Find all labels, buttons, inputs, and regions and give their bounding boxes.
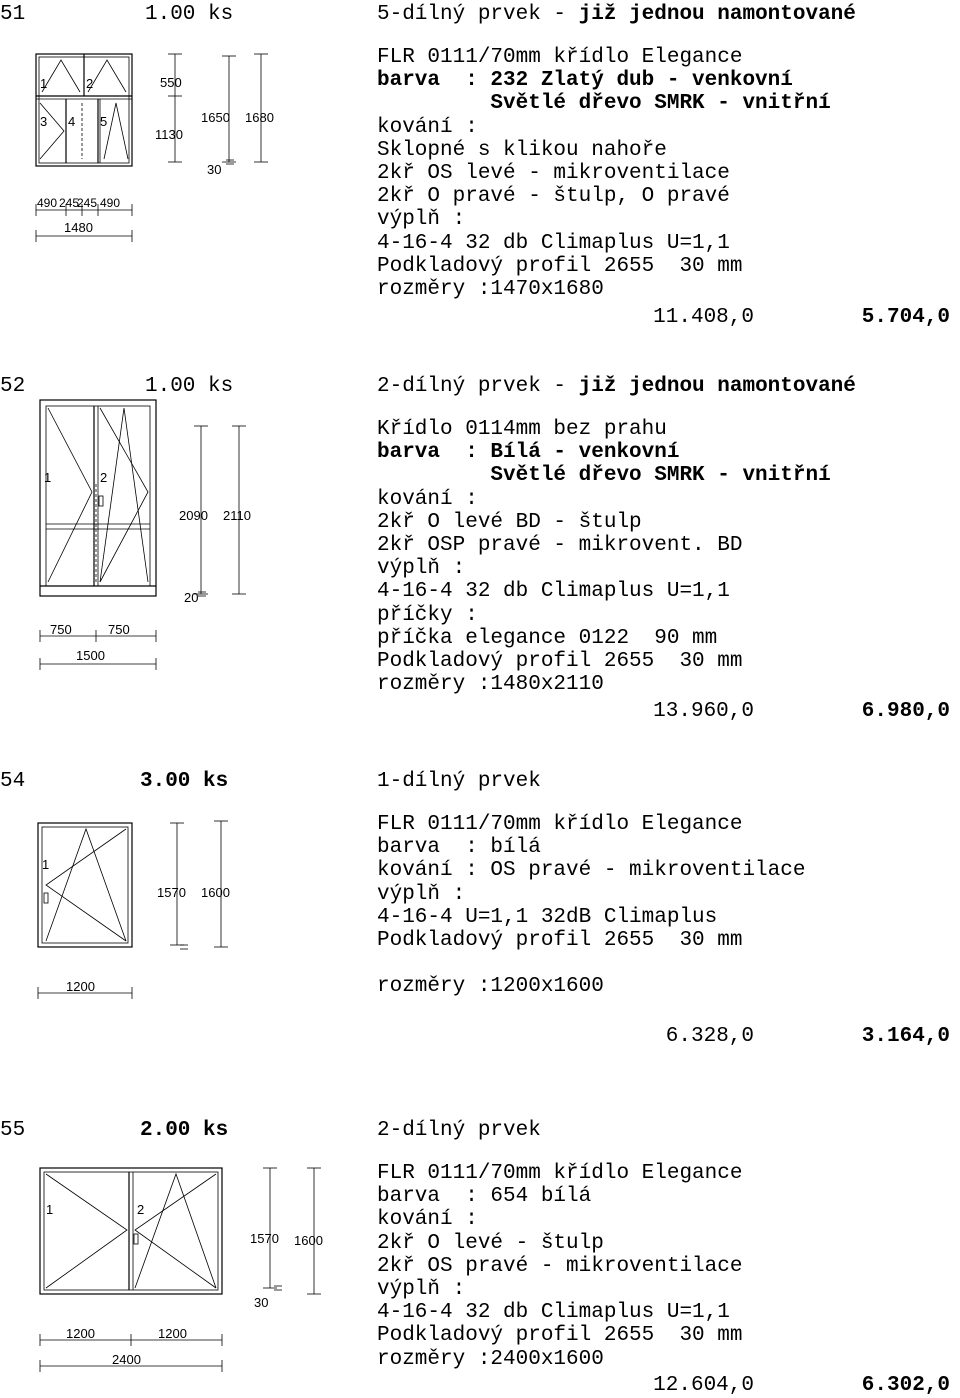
dimension-label: 750 <box>108 622 130 637</box>
dimension-label: 1570 <box>250 1231 279 1246</box>
opening-mark <box>40 103 64 159</box>
spec-line: FLR 0111/70mm křídlo Elegance <box>377 813 743 836</box>
price-total: 6.302,0 <box>861 1374 950 1397</box>
spec-line: kování : OS pravé - mikroventilace <box>377 859 806 883</box>
window-drawing <box>0 374 300 674</box>
spec-line: rozměry :1200x1600 <box>377 975 604 999</box>
item-title: 2-dílný prvek - již jednou namontované <box>377 375 856 398</box>
dimension-label: 1480 <box>64 220 93 235</box>
opening-mark <box>100 408 148 582</box>
spec-line: Světlé dřevo SMRK - vnitřní <box>377 464 831 488</box>
dimension-label: 490 <box>100 196 121 210</box>
window-frame-inner <box>44 1172 218 1290</box>
opening-mark <box>135 1174 216 1288</box>
tilt-mark <box>42 60 80 92</box>
spec-line: Sklopné s klikou nahoře <box>377 138 667 162</box>
spec-line: Podkladový profil 2655 30 mm <box>377 254 743 278</box>
spec-line: kování : <box>377 487 478 511</box>
item-title: 1-dílný prvek <box>377 770 541 793</box>
spec-line: rozměry :1470x1680 <box>377 277 604 301</box>
spec-line: barva : 654 bílá <box>377 1185 592 1209</box>
dimension-label: 550 <box>160 75 182 90</box>
price-unit: 6.328,0 <box>665 1025 754 1048</box>
handle-icon <box>134 1234 138 1244</box>
item-number: 51 <box>0 3 26 26</box>
dimension-label: 1600 <box>294 1233 323 1248</box>
dimension-label: 245 <box>77 196 98 210</box>
dimension-label: 30 <box>254 1295 269 1310</box>
dimension-label: 750 <box>50 622 72 637</box>
dimension-label: 1200 <box>66 1326 95 1341</box>
item-quantity: 2.00 ks <box>140 1119 229 1142</box>
window-drawing <box>0 2 300 262</box>
sash-label: 4 <box>68 114 76 129</box>
item-title: 5-dílný prvek - již jednou namontované <box>377 3 856 26</box>
spec-line: výplň : <box>377 1277 466 1301</box>
spec-line: 2kř OS levé - mikroventilace <box>377 161 730 185</box>
dimension-label: 490 <box>37 196 58 210</box>
tilt-mark <box>88 60 126 92</box>
spec-line: příčky : <box>377 603 478 627</box>
dimension-label: 2110 <box>223 508 251 523</box>
opening-mark <box>46 829 126 941</box>
window-frame <box>38 823 132 947</box>
sash-label: 5 <box>100 114 108 129</box>
spec-line: 4-16-4 32 db Climaplus U=1,1 <box>377 231 730 255</box>
price-total: 3.164,0 <box>861 1025 950 1048</box>
price-total: 6.980,0 <box>861 700 950 723</box>
item-number: 55 <box>0 1119 26 1142</box>
opening-mark <box>46 1174 127 1288</box>
dimension-label: 1200 <box>158 1326 187 1341</box>
spec-line: 2kř O levé BD - štulp <box>377 510 642 534</box>
sash-label: 1 <box>42 857 50 872</box>
spec-line: 2kř OS pravé - mikroventilace <box>377 1254 743 1278</box>
opening-mark <box>48 408 92 582</box>
spec-line: kování : <box>377 115 478 139</box>
item-quantity: 1.00 ks <box>145 3 234 26</box>
spec-line: barva : Bílá - venkovní <box>377 441 680 465</box>
spec-line: výplň : <box>377 557 466 581</box>
spec-line: Světlé dřevo SMRK - vnitřní <box>377 92 831 116</box>
dimension-label: 1130 <box>155 127 183 142</box>
spec-line: 2kř O levé - štulp <box>377 1231 604 1255</box>
spec-line: výplň : <box>377 208 466 232</box>
spec-line: barva : 232 Zlatý dub - venkovní <box>377 69 793 93</box>
item-number: 52 <box>0 375 26 398</box>
item-spec-lines <box>377 813 805 999</box>
handle-icon <box>44 893 48 903</box>
spec-line: příčka elegance 0122 90 mm <box>377 626 718 650</box>
sash-label: 2 <box>137 1202 145 1217</box>
spec-line: Křídlo 0114mm bez prahu <box>377 418 667 441</box>
item-title: 2-dílný prvek <box>377 1119 541 1142</box>
dimension-label: 1650 <box>201 110 230 125</box>
item-quantity: 3.00 ks <box>140 770 229 793</box>
spec-line: kování : <box>377 1208 478 1232</box>
spec-line: Podkladový profil 2655 30 mm <box>377 1324 743 1348</box>
spec-line: FLR 0111/70mm křídlo Elegance <box>377 46 743 69</box>
spec-line: rozměry :2400x1600 <box>377 1347 604 1371</box>
sash-label: 1 <box>40 76 48 91</box>
opening-mark <box>100 408 148 582</box>
sash-label: 1 <box>46 1202 54 1217</box>
sash-label: 2 <box>100 470 108 485</box>
dimension-label: 20 <box>184 590 199 605</box>
price-unit: 11.408,0 <box>653 306 754 329</box>
sash-label: 1 <box>44 470 52 485</box>
spec-line <box>377 952 805 975</box>
spec-line: FLR 0111/70mm křídlo Elegance <box>377 1162 743 1185</box>
item-spec-lines <box>377 46 831 301</box>
price-total: 5.704,0 <box>861 306 950 329</box>
opening-mark <box>135 1174 216 1288</box>
dimension-label: 1500 <box>76 648 105 663</box>
price-unit: 13.960,0 <box>653 700 754 723</box>
dimension-label: 30 <box>207 162 222 177</box>
spec-line: barva : bílá <box>377 836 541 860</box>
dimension-label: 2400 <box>112 1352 141 1367</box>
dimension-label: 2090 <box>179 508 208 523</box>
item-spec-lines <box>377 418 831 696</box>
opening-mark <box>104 103 128 159</box>
item-number: 54 <box>0 770 26 793</box>
spec-line: výplň : <box>377 882 466 906</box>
price-unit: 12.604,0 <box>653 1374 754 1397</box>
spec-line: 4-16-4 32 db Climaplus U=1,1 <box>377 1301 730 1325</box>
spec-line: Podkladový profil 2655 30 mm <box>377 928 743 952</box>
dimension-label: 1200 <box>66 979 95 994</box>
spec-line: 4-16-4 U=1,1 32dB Climaplus <box>377 905 718 929</box>
spec-line: rozměry :1480x2110 <box>377 673 604 697</box>
window-drawing <box>0 1118 360 1388</box>
spec-line: 4-16-4 32 db Climaplus U=1,1 <box>377 580 730 604</box>
window-drawing <box>0 769 300 1009</box>
item-quantity: 1.00 ks <box>145 375 234 398</box>
dimension-label: 245 <box>59 196 80 210</box>
spec-line: 2kř O pravé - štulp, O pravé <box>377 185 730 209</box>
handle-icon <box>99 496 103 506</box>
sash-label: 3 <box>40 114 48 129</box>
item-spec-lines <box>377 1162 742 1371</box>
dimension-label: 1570 <box>157 885 186 900</box>
spec-line: 2kř OSP pravé - mikrovent. BD <box>377 533 743 557</box>
spec-line: Podkladový profil 2655 30 mm <box>377 649 743 673</box>
dimension-label: 1680 <box>245 110 274 125</box>
window-frame-inner <box>42 827 128 943</box>
window-frame <box>40 1168 222 1294</box>
opening-mark <box>46 829 126 941</box>
dimension-label: 1600 <box>201 885 230 900</box>
sash-label: 2 <box>86 76 94 91</box>
